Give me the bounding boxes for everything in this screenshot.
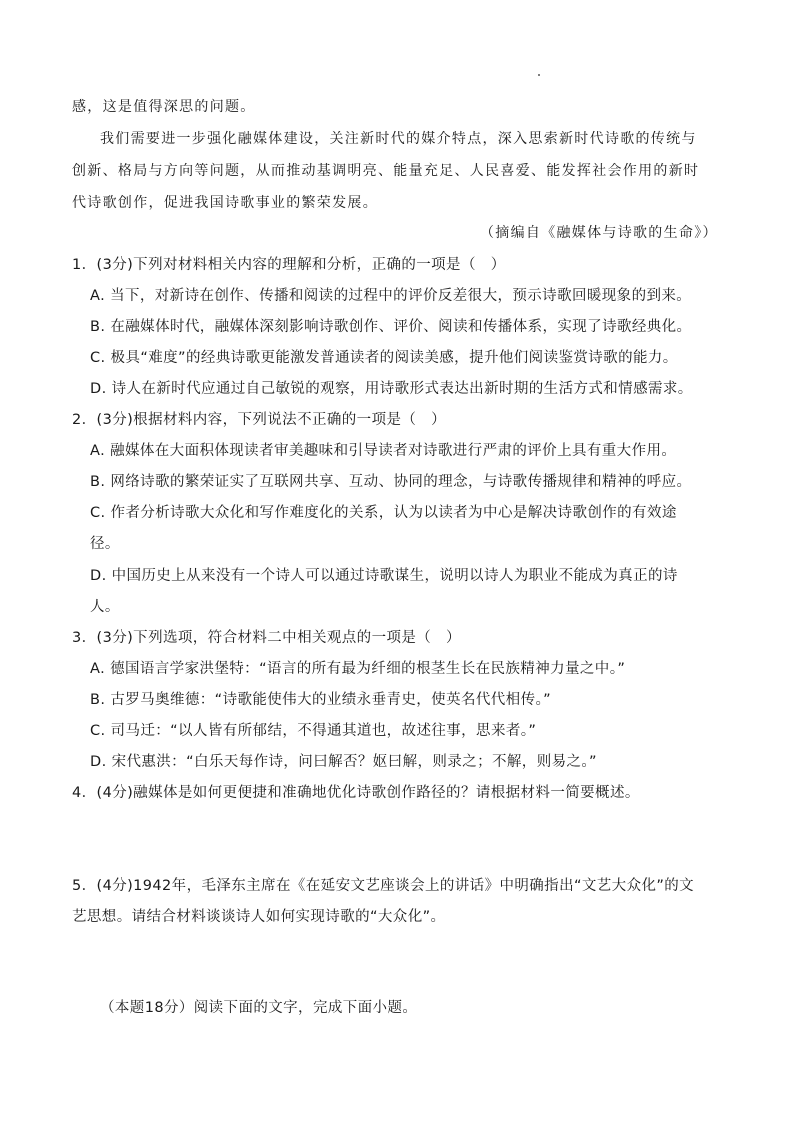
passage-line: 创新、格局与方向等问题，从而推动基调明亮、能量充足、人民喜爱、能发挥社会作用的新时 <box>72 163 700 179</box>
passage-line: 感，这是值得深思的问题。 <box>72 99 256 115</box>
question-4-stem: 4．(4分)融媒体是如何更便捷和准确地优化诗歌创作路径的？请根据材料一简要概述。 <box>72 785 640 801</box>
question-2-option-b: B. 网络诗歌的繁荣证实了互联网共享、互动、协同的理念，与诗歌传播规律和精神的呼应。 <box>90 474 692 490</box>
passage-source: （摘编自《融媒体与诗歌的生命》） <box>480 225 718 241</box>
question-2-option-d: D. 中国历史上从来没有一个诗人可以通过诗歌谋生，说明以诗人为职业不能成为真正的诗 <box>90 568 678 584</box>
question-2-option-c-cont: 径。 <box>90 536 120 552</box>
question-3-option-a: A. 德国语言学家洪堡特：“语言的所有最为纤细的根茎生长在民族精神力量之中。” <box>90 661 626 677</box>
question-2-option-d-cont: 人。 <box>90 599 120 615</box>
question-2-option-a: A. 融媒体在大面积体现读者审美趣味和引导读者对诗歌进行严肃的评价上具有重大作用。 <box>90 443 677 459</box>
section-heading: （本题18分）阅读下面的文字，完成下面小题。 <box>100 1000 418 1016</box>
question-2-stem: 2．(3分)根据材料内容，下列说法不正确的一项是（ ） <box>72 412 447 428</box>
question-3-option-d: D. 宋代惠洪：“白乐天每作诗，问曰解否？妪曰解，则录之；不解，则易之。” <box>90 754 597 770</box>
question-1-option-a: A. 当下，对新诗在创作、传播和阅读的过程中的评价反差很大，预示诗歌回暖现象的到来。 <box>90 288 692 304</box>
question-1-option-b: B. 在融媒体时代，融媒体深刻影响诗歌创作、评价、阅读和传播体系，实现了诗歌经典化。 <box>90 319 692 335</box>
passage-line: 我们需要进一步强化融媒体建设，关注新时代的媒介特点，深入思索新时代诗歌的传统与 <box>100 131 697 147</box>
scan-speck <box>538 74 540 76</box>
question-1-stem: 1．(3分)下列对材料相关内容的理解和分析，正确的一项是（ ） <box>72 257 506 273</box>
question-1-option-d: D. 诗人在新时代应通过自己敏锐的观察，用诗歌形式表达出新时期的生活方式和情感需求。 <box>90 381 693 397</box>
passage-line: 代诗歌创作，促进我国诗歌事业的繁荣发展。 <box>72 195 378 211</box>
question-2-option-c: C. 作者分析诗歌大众化和写作难度化的关系，认为以读者为中心是解决诗歌创作的有效途 <box>90 505 677 521</box>
question-3-stem: 3．(3分)下列选项，符合材料二中相关观点的一项是（ ） <box>72 630 461 646</box>
question-3-option-b: B. 古罗马奥维德：“诗歌能使伟大的业绩永垂青史，使英名代代相传。” <box>90 692 552 708</box>
question-1-option-c: C. 极具“难度”的经典诗歌更能激发普通读者的阅读美感，提升他们阅读鉴赏诗歌的能力。 <box>90 350 678 366</box>
question-5-stem: 5．(4分)1942年，毛泽东主席在《在延安文艺座谈会上的讲话》中明确指出“文艺大众化”的文 <box>72 878 695 894</box>
question-5-stem-cont: 艺思想。请结合材料谈谈诗人如何实现诗歌的“大众化”。 <box>72 909 446 925</box>
question-3-option-c: C. 司马迁：“以人皆有所郁结，不得通其道也，故述往事，思来者。” <box>90 723 537 739</box>
